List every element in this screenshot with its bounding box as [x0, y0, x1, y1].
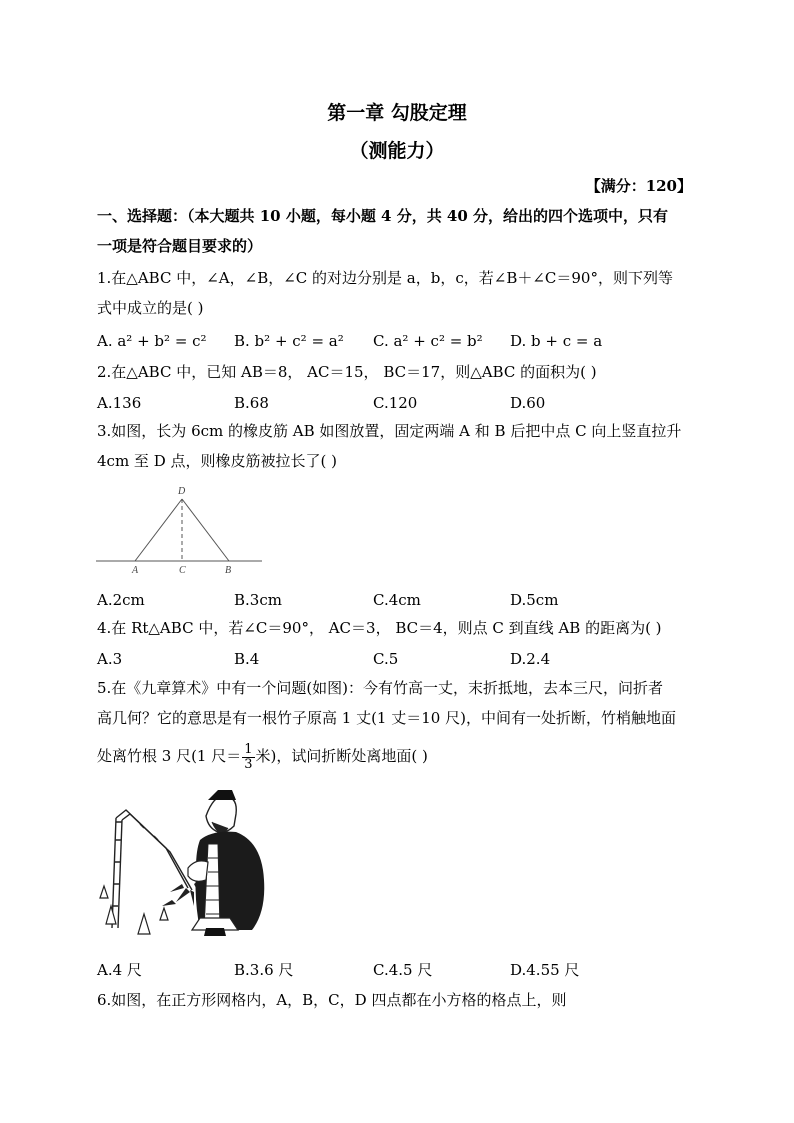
label-a: A — [132, 565, 139, 576]
section-heading-line2: 一项是符合题目要求的） — [97, 237, 263, 255]
question-2-line1: 2.在△ABC 中，已知 AB＝8， AC＝15， BC＝17，则△ABC 的面积为( ) — [97, 363, 597, 381]
question-3-option-c: C.4cm — [373, 591, 421, 609]
question-6-line1: 6.如图，在正方形网格内，A，B，C，D 四点都在小方格的格点上，则 — [97, 991, 567, 1009]
question-1-line1: 1.在△ABC 中，∠A，∠B，∠C 的对边分别是 a，b，c，若∠B＋∠C＝90°，则下列等 — [97, 269, 673, 287]
question-4-option-c: C.5 — [373, 650, 399, 668]
question-4-option-b: B.4 — [234, 650, 260, 668]
bamboo-scholar-illustration — [96, 788, 268, 938]
question-3-line1: 3.如图，长为 6cm 的橡皮筋 AB 如图放置，固定两端 A 和 B 后把中点 C 向上竖直拉升 — [97, 422, 682, 440]
question-5-option-a: A.4 尺 — [97, 961, 142, 979]
question-5-line1: 5.在《九章算术》中有一个问题(如图)：今有竹高一丈，末折抵地，去本三尺，问折者 — [97, 679, 664, 697]
question-3-option-a: A.2cm — [97, 591, 145, 609]
fraction-numerator: 1 — [244, 741, 253, 757]
question-2-option-a: A.136 — [97, 394, 142, 412]
question-5-line3-pre: 处离竹根 3 尺(1 尺＝ — [97, 747, 242, 765]
question-5-option-b: B.3.6 尺 — [234, 961, 294, 979]
question-2-option-b: B.68 — [234, 394, 269, 412]
question-5-option-d: D.4.55 尺 — [510, 961, 580, 979]
question-3-option-b: B.3cm — [234, 591, 282, 609]
question-5-line3 — [97, 739, 428, 773]
question-4-option-a: A.3 — [97, 650, 123, 668]
question-1-option-b: B. b² + c² = a² — [234, 332, 344, 350]
page-title: 第一章 勾股定理 — [327, 102, 467, 124]
question-3-line2: 4cm 至 D 点，则橡皮筋被拉长了( ) — [97, 452, 337, 470]
segment-db — [182, 499, 229, 561]
question-3-option-d: D.5cm — [510, 591, 559, 609]
question-1-option-c: C. a² + c² = b² — [373, 332, 483, 350]
question-5-line3-post: 米)，试问折断处离地面( ) — [255, 747, 428, 765]
fraction-denominator: 3 — [244, 756, 253, 772]
question-2-option-d: D.60 — [510, 394, 546, 412]
label-d: D — [178, 486, 186, 497]
question-5-option-c: C.4.5 尺 — [373, 961, 433, 979]
question-1-line2: 式中成立的是( ) — [97, 299, 204, 317]
bamboo-shoots — [100, 886, 168, 934]
section-heading-line1: 一、选择题：（本大题共 10 小题，每小题 4 分，共 40 分，给出的四个选项中，只有 — [97, 207, 669, 225]
rubber-band-figure — [96, 482, 266, 578]
question-1-option-a: A. a² + b² = c² — [97, 332, 207, 350]
page-subtitle: （测能力） — [349, 140, 445, 162]
bamboo-stalk — [112, 810, 192, 928]
label-b: B — [225, 565, 232, 576]
score-label: 【满分：120】 — [585, 177, 692, 195]
label-c: C — [179, 565, 186, 576]
segment-ad — [135, 499, 182, 561]
scholar-figure — [188, 790, 264, 936]
fraction-one-third — [242, 743, 254, 772]
question-4-option-d: D.2.4 — [510, 650, 551, 668]
question-2-option-c: C.120 — [373, 394, 418, 412]
question-5-line2: 高几何？它的意思是有一根竹子原高 1 丈(1 丈＝10 尺)，中间有一处折断，竹梢触地面 — [97, 709, 676, 727]
question-4-line1: 4.在 Rt△ABC 中，若∠C＝90°， AC＝3， BC＝4，则点 C 到直线 AB 的距离为( ) — [97, 619, 662, 637]
question-1-option-d: D. b + c = a — [510, 332, 603, 350]
